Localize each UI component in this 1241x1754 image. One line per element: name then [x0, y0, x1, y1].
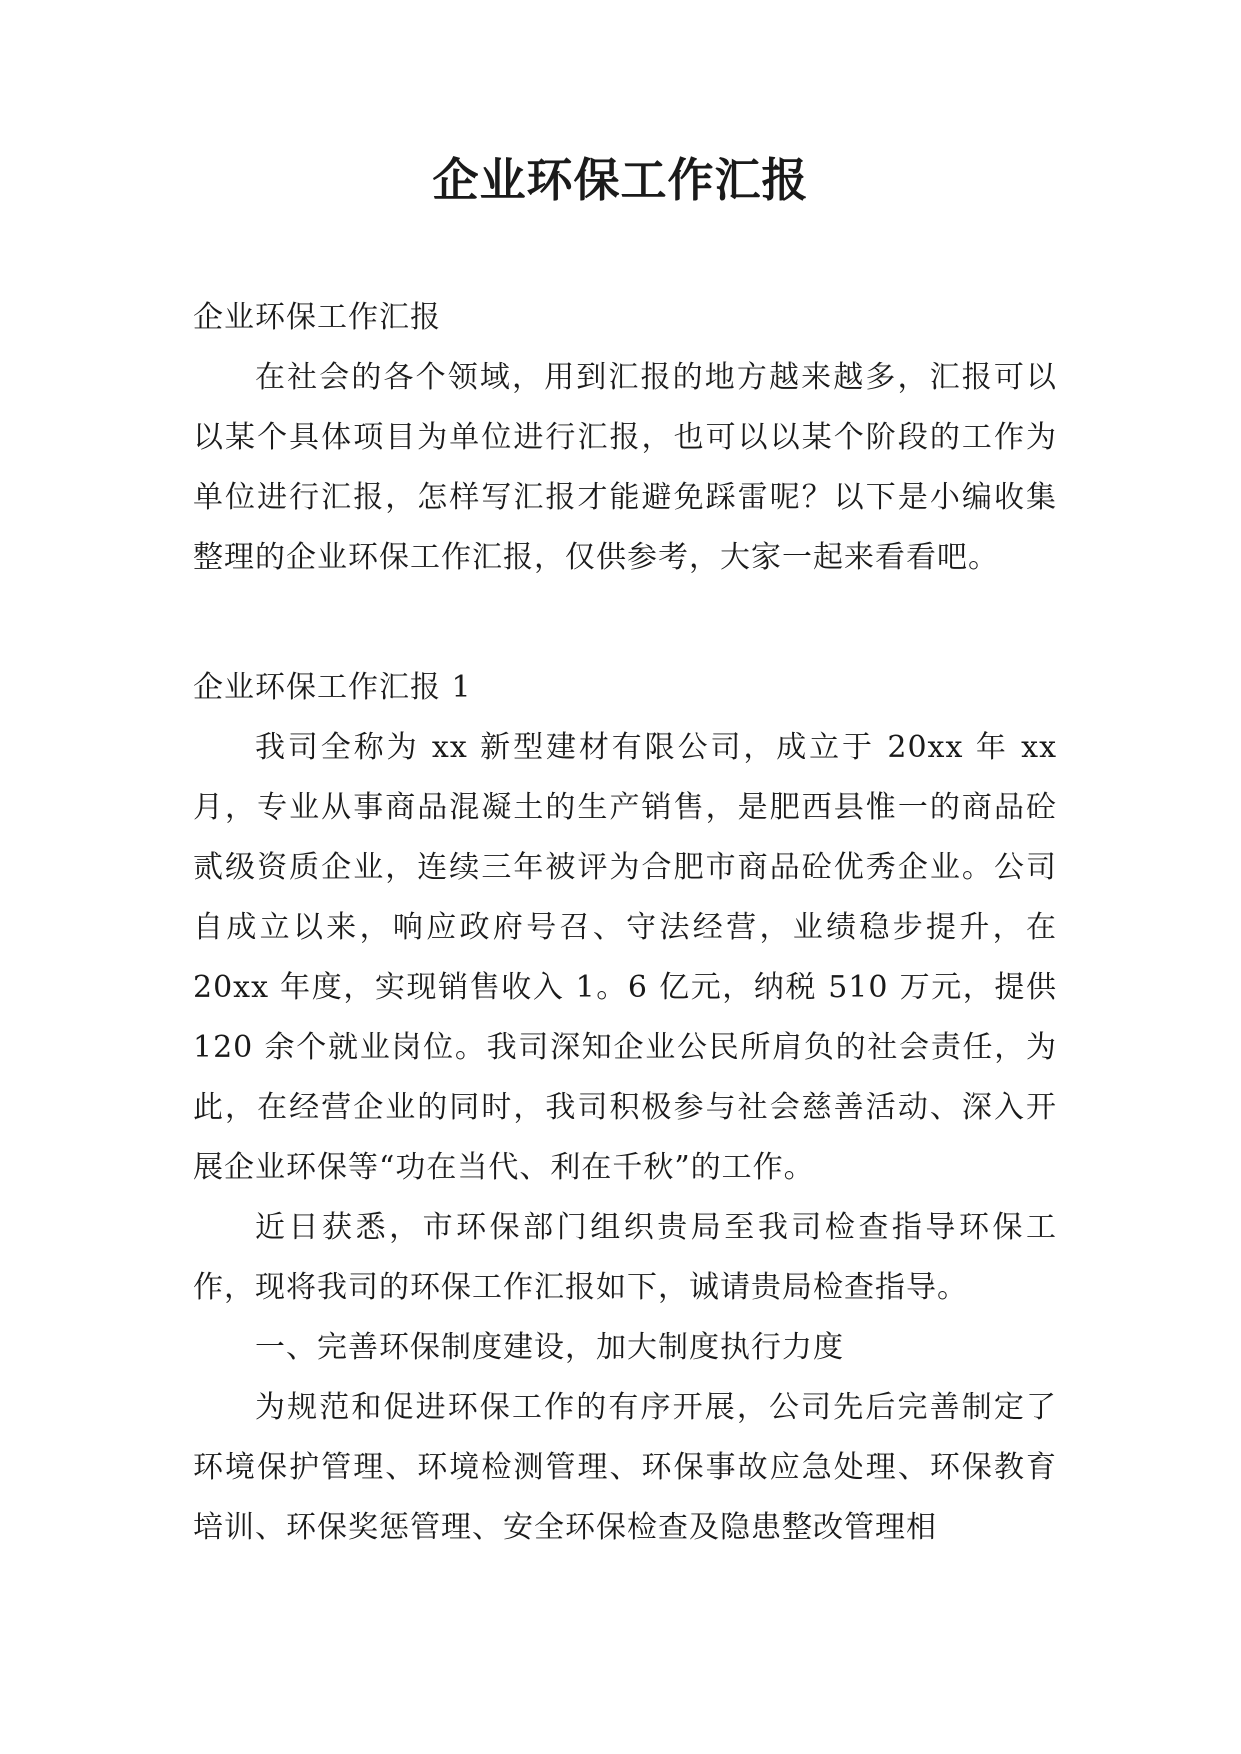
subsection-heading: 一、完善环保制度建设，加大制度执行力度: [255, 1330, 844, 1365]
document-body: [193, 288, 1057, 1558]
document-title: 企业环保工作汇报: [432, 153, 809, 207]
section-heading: 企业环保工作汇报 1: [193, 670, 472, 705]
section-spacer: [193, 588, 1057, 658]
intro-heading: 企业环保工作汇报: [193, 300, 441, 335]
section-paragraph: 为规范和促进环保工作的有序开展，公司先后完善制定了环境保护管理、环境检测管理、环保事故应急处理、环保教育培训、环保奖惩管理、安全环保检查及隐患整改管理相: [193, 1390, 1057, 1545]
section-paragraph: 近日获悉，市环保部门组织贵局至我司检查指导环保工作，现将我司的环保工作汇报如下，诚请贵局检查指导。: [193, 1210, 1057, 1305]
section-paragraph: 我司全称为 xx 新型建材有限公司，成立于 20xx 年 xx 月，专业从事商品混凝土的生产销售，是肥西县惟一的商品砼贰级资质企业，连续三年被评为合肥市商品砼优秀企业。公司自成立以来，响应政府号召、守法经营，业绩稳步提升，在 20xx 年度，实现销售收入 1。6 亿元，纳税 510 万元，提供 120 余个就业岗位。我司深知企业公民所肩负的社会责任，为此，在经营企业的同时，我司积极参与社会慈善活动、深入开展企业环保等“功在当代、利在千秋”的工作。: [193, 730, 1057, 1185]
intro-paragraph: 在社会的各个领域，用到汇报的地方越来越多，汇报可以以某个具体项目为单位进行汇报，也可以以某个阶段的工作为单位进行汇报，怎样写汇报才能避免踩雷呢？以下是小编收集整理的企业环保工作汇报，仅供参考，大家一起来看看吧。: [193, 360, 1057, 575]
